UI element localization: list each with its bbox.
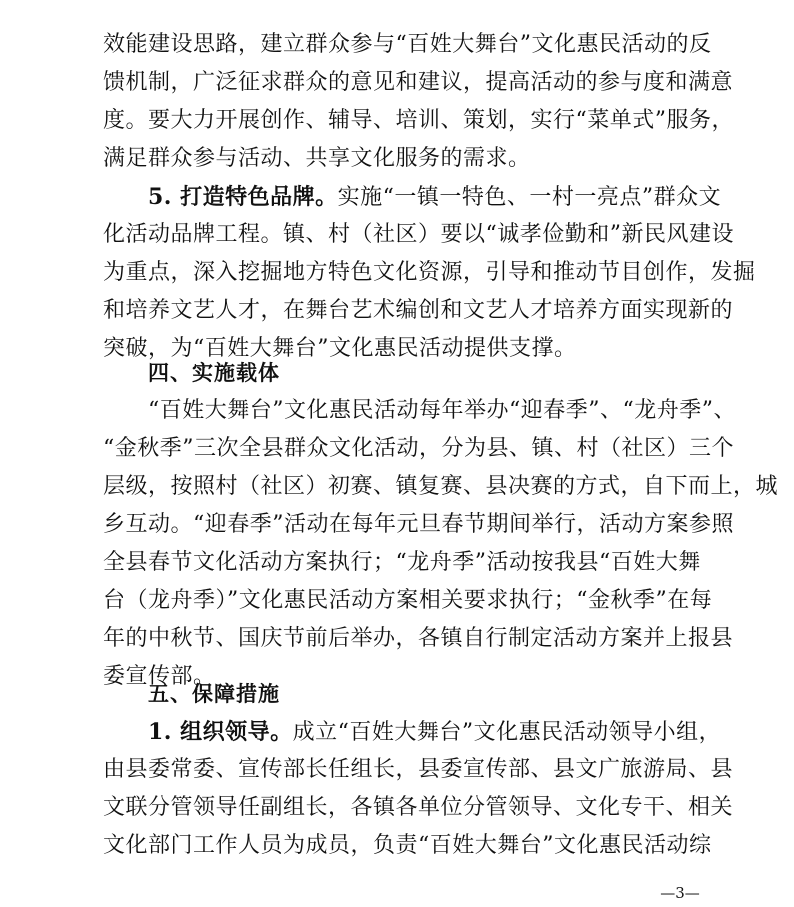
section-heading-4: 四、实施载体 <box>148 361 280 385</box>
paragraph-line: 乡互动。“迎春季”活动在每年元旦春节期间举行，活动方案参照 <box>103 512 734 537</box>
paragraph-line: 台（龙舟季）”文化惠民活动方案相关要求执行；“金秋季”在每 <box>103 588 713 613</box>
paragraph-line: 文联分管领导任副组长，各镇各单位分管领导、文化专干、相关 <box>103 795 734 820</box>
item5-first-line <box>148 177 722 217</box>
paragraph-line: 为重点，深入挖掘地方特色文化资源，引导和推动节目创作，发掘 <box>103 260 756 285</box>
paragraph-line: 年的中秋节、国庆节前后举办，各镇自行制定活动方案并上报县 <box>103 626 734 651</box>
paragraph-line: 委宣传部。 <box>103 664 216 689</box>
paragraph-line: “百姓大舞台”文化惠民活动每年举办“迎春季”、“龙舟季”、 <box>148 398 736 423</box>
item5-first-text: 实施“一镇一特色、一村一亮点”群众文 <box>337 185 722 210</box>
item1-first-line <box>148 712 722 752</box>
paragraph-line: 化活动品牌工程。镇、村（社区）要以“诚孝俭勤和”新民风建设 <box>103 222 734 247</box>
item5-lead: 5. 打造特色品牌。 <box>148 184 338 210</box>
item1-first-text: 成立“百姓大舞台”文化惠民活动领导小组， <box>292 720 722 745</box>
paragraph-line: 满足群众参与活动、共享文化服务的需求。 <box>103 146 531 171</box>
paragraph-line: 由县委常委、宣传部长任组长，县委宣传部、县文广旅游局、县 <box>103 757 734 782</box>
paragraph-line: 度。要大力开展创作、辅导、培训、策划，实行“菜单式”服务， <box>103 108 734 133</box>
paragraph-line: 文化部门工作人员为成员，负责“百姓大舞台”文化惠民活动综 <box>103 833 712 858</box>
page-number: —3— <box>660 884 700 902</box>
paragraph-line: “金秋季”三次全县群众文化活动，分为县、镇、村（社区）三个 <box>103 436 734 461</box>
item1-lead: 1. 组织领导。 <box>148 719 293 745</box>
paragraph-line: 和培养文艺人才，在舞台艺术编创和文艺人才培养方面实现新的 <box>103 298 734 323</box>
section-heading-5: 五、保障措施 <box>148 682 280 706</box>
paragraph-line: 突破，为“百姓大舞台”文化惠民活动提供支撑。 <box>103 336 577 361</box>
paragraph-line: 全县春节文化活动方案执行；“龙舟季”活动按我县“百姓大舞 <box>103 550 701 575</box>
paragraph-line: 效能建设思路，建立群众参与“百姓大舞台”文化惠民活动的反 <box>103 32 712 57</box>
paragraph-line: 馈机制，广泛征求群众的意见和建议，提高活动的参与度和满意 <box>103 70 734 95</box>
paragraph-line: 层级，按照村（社区）初赛、镇复赛、县决赛的方式，自下而上，城 <box>103 474 779 499</box>
